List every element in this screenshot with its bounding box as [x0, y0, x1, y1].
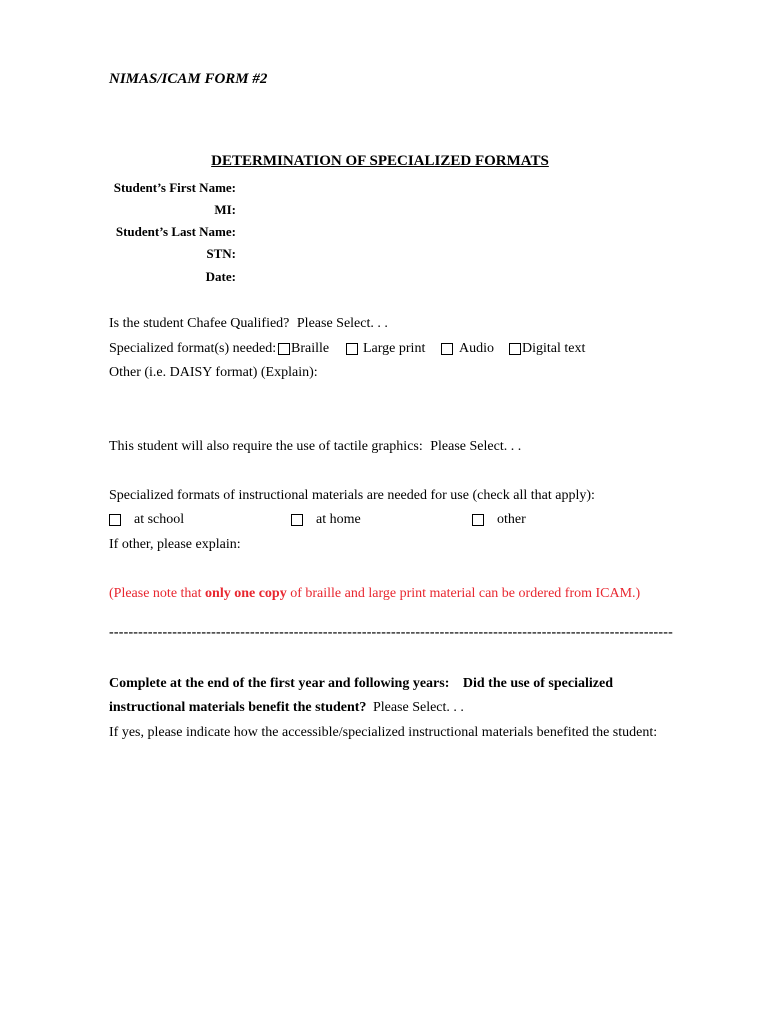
other-explain-label: If other, please explain: — [109, 537, 241, 552]
formats-label: Specialized format(s) needed: — [109, 341, 277, 356]
format-braille[interactable] — [278, 341, 329, 357]
mi-label: MI: — [214, 202, 236, 217]
chafee-select[interactable]: Please Select. . . — [296, 316, 388, 331]
followup-instruction: Complete at the end of the first year and following years: — [109, 676, 450, 691]
other-label: other — [497, 512, 526, 527]
braille-label: Braille — [291, 341, 330, 356]
use-at-school[interactable] — [109, 512, 184, 528]
note-emphasis: only one copy — [205, 586, 287, 601]
page-title: DETERMINATION OF SPECIALIZED FORMATS — [211, 153, 549, 169]
chafee-question: Is the student Chafee Qualified? — [109, 316, 290, 331]
note-text-end: of braille and large print material can be ordered from ICAM.) — [286, 586, 641, 601]
section-divider: -------------------------------------------------------------------------------------------------------------------- — [109, 625, 674, 640]
tactile-row — [109, 439, 521, 455]
at-home-label: at home — [316, 512, 361, 527]
format-large-print[interactable] — [346, 341, 425, 357]
audio-checkbox[interactable] — [441, 343, 453, 355]
digital-text-checkbox[interactable] — [509, 343, 521, 355]
followup-line-1 — [109, 676, 613, 692]
first-name-label: Student’s First Name: — [113, 180, 236, 195]
followup-line-2 — [109, 700, 464, 716]
tactile-select[interactable]: Please Select. . . — [430, 439, 522, 454]
braille-checkbox[interactable] — [278, 343, 290, 355]
followup-question-end: instructional materials benefit the student? — [109, 700, 367, 715]
note-text-start: (Please note that — [109, 586, 206, 601]
format-digital-text[interactable] — [509, 341, 585, 357]
form-id: NIMAS/ICAM FORM #2 — [109, 71, 268, 87]
at-school-checkbox[interactable] — [109, 514, 121, 526]
followup-select[interactable]: Please Select. . . — [372, 700, 464, 715]
other-format-label: Other (i.e. DAISY format) (Explain): — [109, 365, 318, 380]
benefit-question: If yes, please indicate how the accessible/specialized instructional materials benefited the student: — [109, 725, 658, 740]
use-at-home[interactable] — [291, 512, 361, 528]
large-print-label: Large print — [363, 341, 426, 356]
followup-question-start: Did the use of specialized — [462, 676, 613, 691]
icam-note — [109, 586, 640, 602]
digital-text-label: Digital text — [522, 341, 586, 356]
large-print-checkbox[interactable] — [346, 343, 358, 355]
tactile-question: This student will also require the use of tactile graphics: — [109, 439, 423, 454]
other-checkbox[interactable] — [472, 514, 484, 526]
audio-label: Audio — [459, 341, 494, 356]
last-name-label: Student’s Last Name: — [115, 224, 236, 239]
format-audio[interactable] — [441, 341, 494, 357]
at-school-label: at school — [134, 512, 185, 527]
at-home-checkbox[interactable] — [291, 514, 303, 526]
date-label: Date: — [205, 269, 236, 284]
use-question: Specialized formats of instructional materials are needed for use (check all that apply): — [109, 488, 595, 503]
stn-label: STN: — [206, 246, 236, 261]
use-other[interactable] — [472, 512, 526, 528]
chafee-row — [109, 316, 388, 332]
